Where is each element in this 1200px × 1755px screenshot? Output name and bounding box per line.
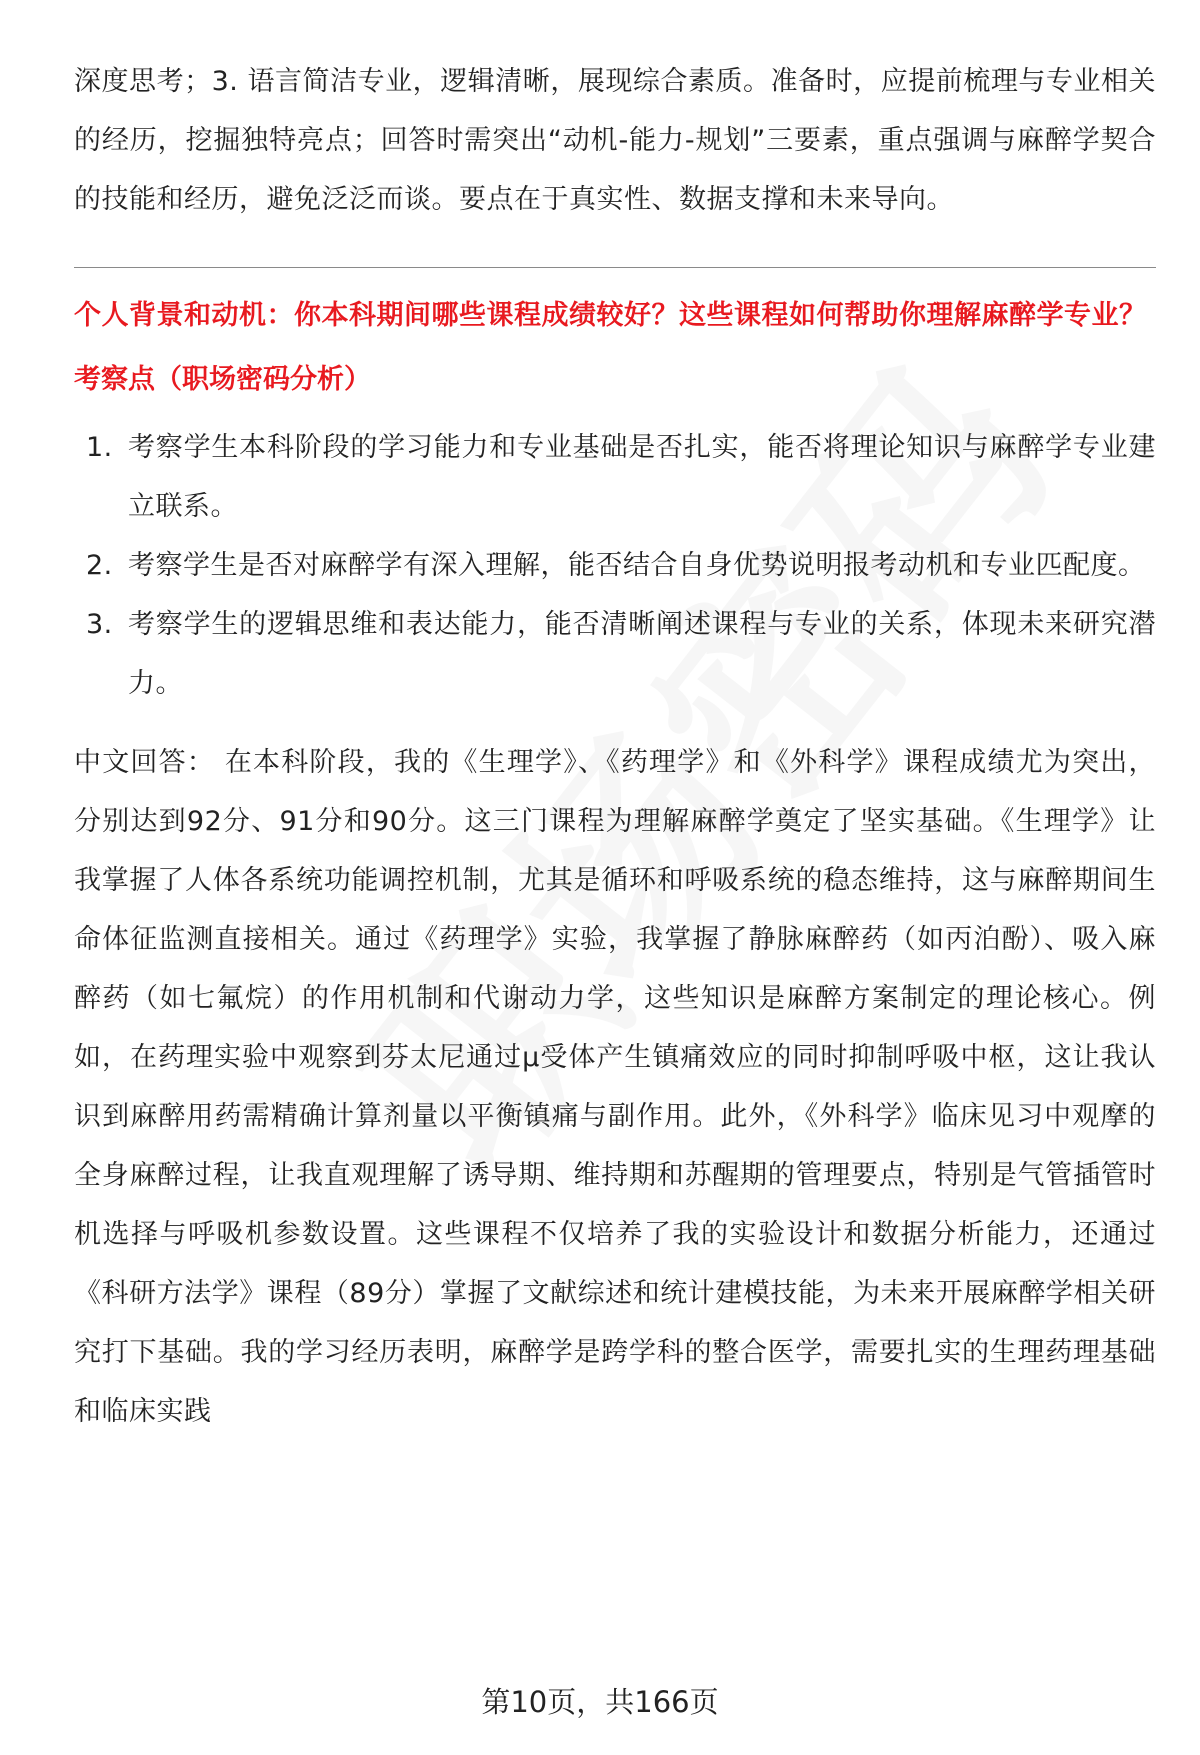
answer-text: 在本科阶段，我的《生理学》、《药理学》和《外科学》课程成绩尤为突出，分别达到92分、91分和90分。这三门课程为理解麻醉学奠定了坚实基础。《生理学》让我掌握了人体各系统功能调控机制，尤其是循环和呼吸系统的稳态维持，这与麻醉期间生命体征监测直接相关。通过《药理学》实验，我掌握了静脉麻醉药（如丙泊酚）、吸入麻醉药（如七氟烷）的作用机制和代谢动力学，这些知识是麻醉方案制定的理论核心。例如，在药理实验中观察到芬太尼通过μ受体产生镇痛效应的同时抑制呼吸中枢，这让我认识到麻醉用药需精确计算剂量以平衡镇痛与副作用。此外，《外科学》临床见习中观摩的全身麻醉过程，让我直观理解了诱导期、维持期和苏醒期的管理要点，特别是气管插管时机选择与呼吸机参数设置。这些课程不仅培养了我的实验设计和数据分析能力，还通过《科研方法学》课程（89分）掌握了文献综述和统计建模技能，为未来开展麻醉学相关研究打下基础。我的学习经历表明，麻醉学是跨学科的整合医学，需要扎实的生理药理基础和临床实践 [74, 747, 1157, 1427]
question-heading: 个人背景和动机：你本科期间哪些课程成绩较好？这些课程如何帮助你理解麻醉学专业？ [74, 300, 1147, 331]
list-number: 2. [86, 550, 113, 581]
assessment-list [74, 418, 1156, 713]
list-number: 1. [86, 432, 113, 463]
assessment-item-text: 考察学生的逻辑思维和表达能力，能否清晰阐述课程与专业的关系，体现未来研究潜力。 [128, 609, 1156, 699]
answer-label: 中文回答： [74, 747, 216, 778]
assessment-item-text: 考察学生本科阶段的学习能力和专业基础是否扎实，能否将理论知识与麻醉学专业建立联系。 [128, 432, 1156, 522]
intro-paragraph: 深度思考；3. 语言简洁专业，逻辑清晰，展现综合素质。准备时，应提前梳理与专业相关的经历，挖掘独特亮点；回答时需突出“动机-能力-规划”三要素，重点强调与麻醉学契合的技能和经历，避免泛泛而谈。要点在于真实性、数据支撑和未来导向。 [74, 66, 1156, 215]
document-page [74, 52, 1156, 1441]
assessment-heading: 考察点（职场密码分析） [74, 364, 371, 395]
assessment-item [74, 418, 1156, 536]
section-divider [74, 267, 1156, 268]
answer-paragraph [74, 733, 1156, 1441]
page-footer: 第10页，共166页 [481, 1685, 719, 1719]
assessment-item [74, 536, 1156, 595]
assessment-item [74, 595, 1156, 713]
assessment-item-text: 考察学生是否对麻醉学有深入理解，能否结合自身优势说明报考动机和专业匹配度。 [128, 550, 1146, 581]
list-number: 3. [86, 609, 113, 640]
